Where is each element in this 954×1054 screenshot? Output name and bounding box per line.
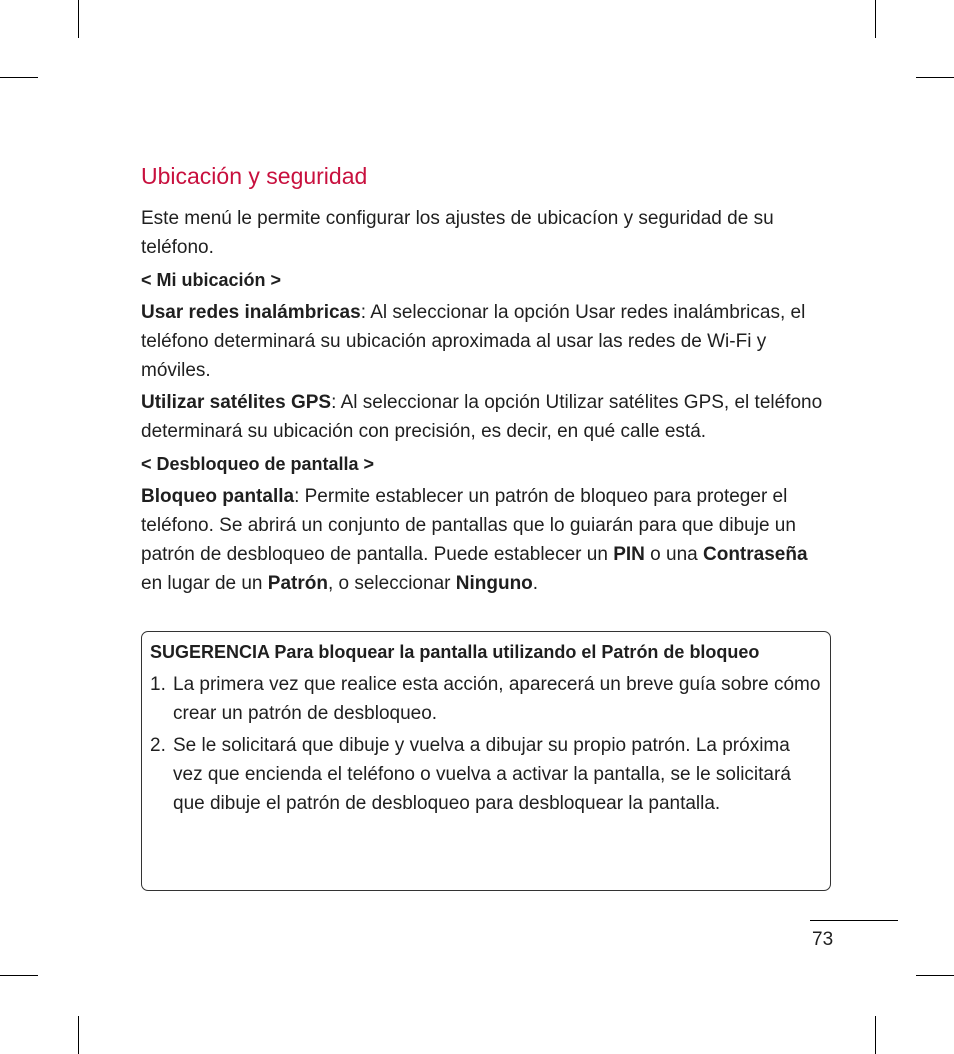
- tip-item-text: Se le solicitará que dibuje y vuelva a dibujar su propio patrón. La próxima vez que encienda el teléfono o vuelva a activar la pantalla, se le solicitará que dibuje el patrón de desbloqueo para desbloquear la pantalla.: [173, 735, 791, 814]
- crop-mark: [78, 1016, 79, 1054]
- page-number-rule: [810, 920, 898, 921]
- crop-mark: [916, 975, 954, 976]
- gps-label: Utilizar satélites GPS: [141, 392, 332, 413]
- section-title: Ubicación y seguridad: [141, 163, 368, 189]
- tip-list: [150, 670, 822, 818]
- pin-term: PIN: [613, 544, 645, 565]
- crop-mark: [0, 975, 38, 976]
- screen-lock-text: o una: [644, 544, 703, 565]
- crop-mark: [875, 1016, 876, 1054]
- screen-lock-label: Bloqueo pantalla: [141, 486, 295, 507]
- crop-mark: [875, 0, 876, 38]
- password-term: Contraseña: [703, 544, 808, 565]
- location-subheading: < Mi ubicación >: [141, 270, 282, 290]
- page-number: 73: [812, 929, 834, 950]
- tip-box: [141, 631, 831, 891]
- crop-mark: [78, 0, 79, 38]
- intro-paragraph: Este menú le permite configurar los ajustes de ubicacíon y seguridad de su teléfono.: [141, 208, 774, 258]
- screen-lock-text: .: [532, 573, 539, 594]
- tip-item: [150, 670, 822, 728]
- wireless-paragraph: [141, 298, 831, 385]
- wireless-label: Usar redes inalámbricas: [141, 302, 361, 323]
- none-term: Ninguno: [455, 573, 533, 594]
- page-content: [141, 160, 831, 601]
- crop-mark: [916, 77, 954, 78]
- unlock-subheading: < Desbloqueo de pantalla >: [141, 454, 375, 474]
- screen-lock-text: en lugar de un: [141, 573, 268, 594]
- screen-lock-text: : Permite establecer un patrón de bloqueo para proteger el teléfono. Se abrirá un conjunto de pantallas que lo guiarán para que dibuje un patrón de desbloqueo de pantalla. Puede establecer un: [141, 486, 796, 565]
- wireless-text: : Al seleccionar la opción Usar redes inalámbricas, el teléfono determinará su ubicación aproximada al usar las redes de Wi-Fi y móviles.: [141, 302, 806, 381]
- tip-item: [150, 731, 822, 818]
- crop-mark: [0, 77, 38, 78]
- screen-lock-paragraph: [141, 482, 831, 598]
- gps-paragraph: [141, 388, 831, 446]
- tip-title: SUGERENCIA Para bloquear la pantalla utilizando el Patrón de bloqueo: [150, 642, 760, 662]
- tip-item-text: La primera vez que realice esta acción, aparecerá un breve guía sobre cómo crear un patrón de desbloqueo.: [173, 674, 821, 724]
- gps-text: : Al seleccionar la opción Utilizar satélites GPS, el teléfono determinará su ubicación con precisión, es decir, en qué calle está.: [141, 392, 823, 442]
- pattern-term: Patrón: [267, 573, 328, 594]
- tip-item-number: 2.: [150, 735, 166, 756]
- tip-item-number: 1.: [150, 674, 166, 695]
- screen-lock-text: , o seleccionar: [327, 573, 456, 594]
